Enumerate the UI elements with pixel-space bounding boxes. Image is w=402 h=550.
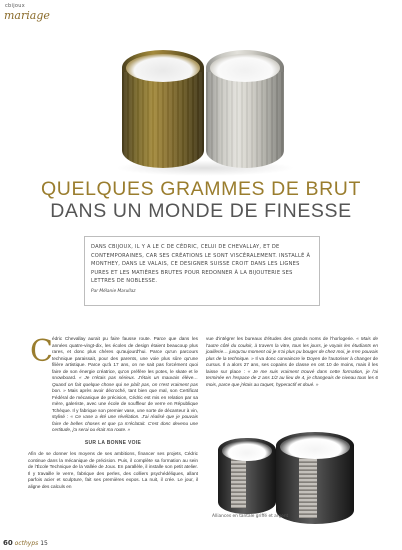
byline: Par Mélanie Marullaz <box>91 288 136 294</box>
quote: « Je me suis vraiment trouvé dans cette formation, je l'ai terminée en l'espace de 2 ans 1/2 au lieu de 4, je changeais de niveau tous les 6 mois, parce que j'étais au taquet, hyperactif et doué. » <box>206 368 378 387</box>
gold-ring-image <box>122 50 204 168</box>
quote: « Je n'étais pas sérieux. J'étais un mauvais élève… Quand on fait quelque chose qui ne plaît pas, on n'est vraiment pas bon. » <box>52 375 198 393</box>
paragraph-text: vue d'intégrer les bureaux d'études des grands noms de l'horlogerie. <box>206 336 355 341</box>
issue-number: 15 <box>40 540 48 547</box>
title-line-2: DANS UN MONDE DE FINESSE <box>50 200 352 222</box>
article-column-right <box>206 336 378 391</box>
title-line-1: QUELQUES GRAMMES DE BRUT <box>41 178 361 200</box>
section-label: cbijoux <box>5 3 25 9</box>
intro-box <box>84 236 320 306</box>
image-caption: Alliances en tantale griffé et argent <box>212 514 289 519</box>
article-paragraph <box>28 336 198 434</box>
page-footer <box>3 539 48 547</box>
quote: « Mais de l'autre côté du couloir, à travers la vitre, tous les jours, je voyais les étudiants en joaillerie… jusqu'au moment où je n'ai plus pu bouger de chez moi, je n'en pouvais plus de la technique. » <box>206 336 378 361</box>
dark-ring-image <box>218 438 276 514</box>
intro-text: DANS CBIJOUX, IL Y A LE C DE CÉDRIC, CELUI DE CHEVALLAY, ET DE CONTEMPORAINES, CAR SES CRÉATIONS LE SONT VISCÉRALEMENT. INSTALLÉ À MONTHEY, DANS LE VALAIS, CE DESIGNER SUISSE CROIT DANS LES LIGNES PURES ET LES MATIÈRES BRUTES POUR REDONNER À LA BIJOUTERIE SES LETTRES DE NOBLESSE. <box>91 244 311 285</box>
article-column-left <box>28 336 198 493</box>
brand-logo <box>4 9 50 22</box>
paragraph-text: Il va donc convaincre le Doyen de l'autoriser à changer de cursus. Il a alors 27 ans, ses copains de classe en ont 10 de moins, mais il les laisse sur place : <box>206 355 378 374</box>
quote: « Ce vase a été une révélation. J'ai réalisé que je pouvais faire de belles choses et que ça m'éclatait. C'est donc devenu une certitude, j'a serai ou était ma route. » <box>52 414 198 432</box>
page-number: 60 <box>3 539 13 547</box>
drop-cap: C <box>30 334 53 369</box>
section-subhead: SUR LA BONNE VOIE <box>84 439 142 446</box>
paragraph-text: Mais après avoir décroché, tant bien que mal, son Certificat Fédéral de mécanique de précision, Cédric est mis en relation par sa mère, galeriste, avec une école de souffleur de verre en République Tchèque. Il y fabrique son premier vase, une sorte de décanteur à vin, stylisé : <box>52 388 198 419</box>
magazine-name: octhyps <box>14 540 39 547</box>
paragraph-lead: édric Chevallay aurait pu faire fausse route. Parce que dans les années quatre-vingt-dix, les écoles de design étaient beaucoup plus rares, et donc plus chères qu'aujourd'hui. Parce qu'un parcours technique paraissait, pour des parents, une voie plus sûre qu'une filière artistique. Parce qu'à 17 ans, on ne sait pas forcément quoi faire de son énergie créatrice, qu'on préfère les potes, le skate et le snowboard. <box>52 336 198 380</box>
brand-text: mariage <box>4 9 50 22</box>
article-paragraph <box>206 336 378 388</box>
dark-ring-image <box>276 432 354 524</box>
article-paragraph: Afin de se donner les moyens de ses ambitions, financer ses projets, Cédric continue dans la mécanique de précision. Puis, il complète sa formation au sein de l'École Technique de la Vallée de Joux. En parallèle, il installe son petit atelier. Il y travaille le verre, fabrique des perles, des colliers psychédéliques, allant parfois acier et sculpture, fait ses premières expos. La nuit, il crée. Le jour, il aligne des calculs en <box>28 451 198 489</box>
silver-ring-image <box>206 50 284 168</box>
